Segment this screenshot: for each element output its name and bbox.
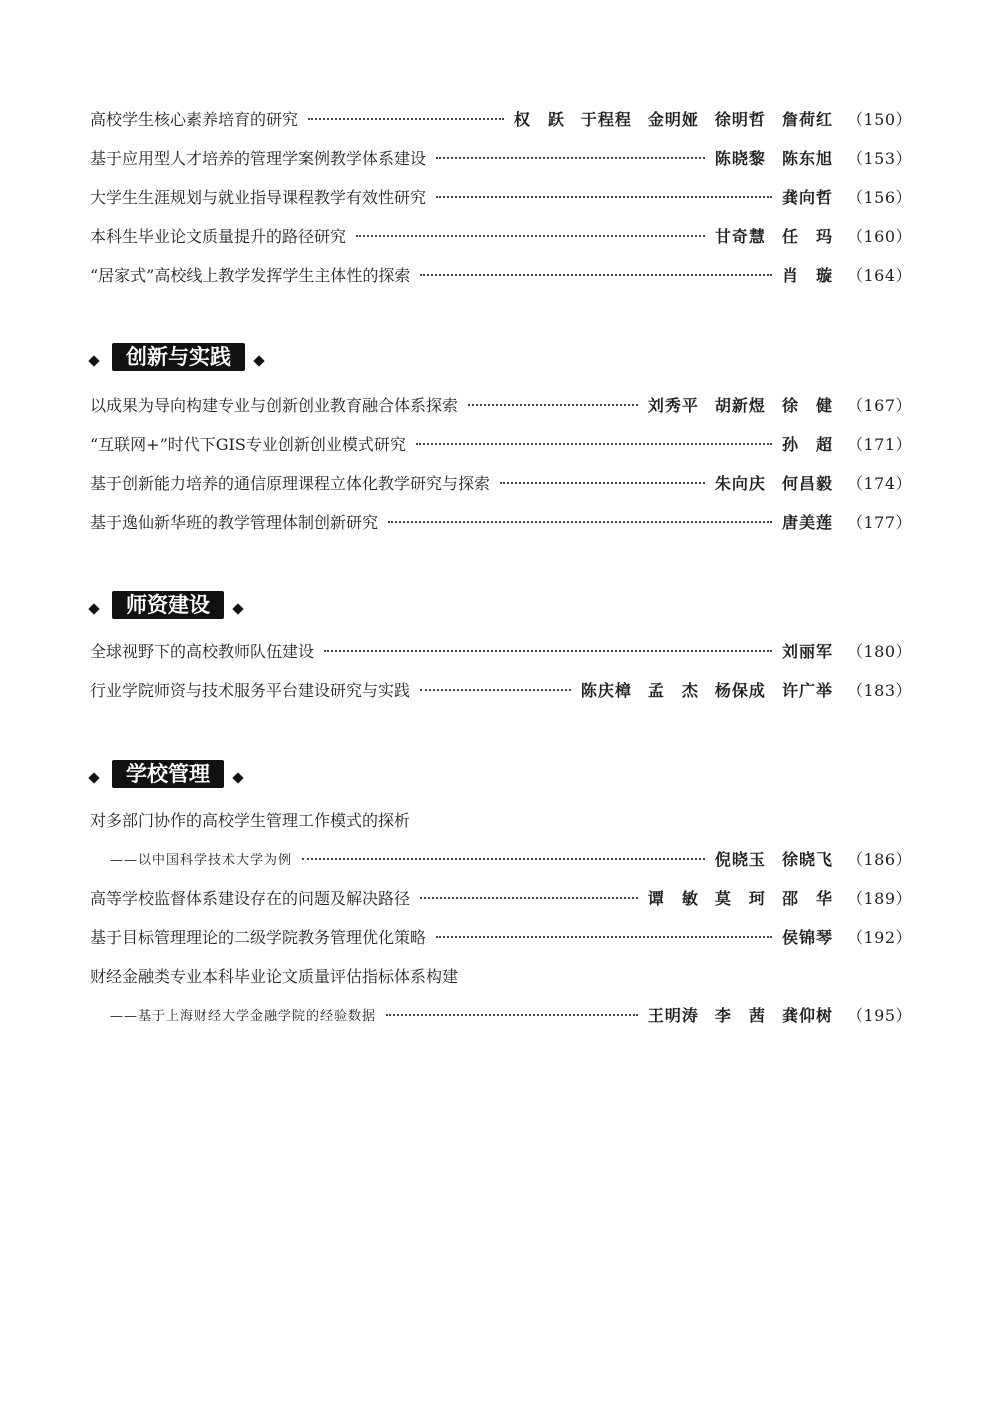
entry-authors	[782, 925, 833, 948]
page-number: （189）	[846, 888, 912, 908]
author: 杨保成	[714, 680, 766, 700]
entry-title: 高等学校监督体系建设存在的问题及解决路径	[90, 888, 411, 908]
author: 徐晓飞	[781, 849, 833, 869]
entry-title: “居家式”高校线上教学发挥学生主体性的探索	[90, 265, 411, 285]
toc-entry[interactable]	[90, 884, 912, 910]
author: 徐明哲	[714, 109, 766, 129]
page-number: （156）	[846, 187, 912, 207]
entry-authors	[715, 847, 833, 870]
toc-entry-title-line[interactable]	[90, 962, 912, 988]
dot-leader	[388, 521, 772, 523]
author: 肖 璇	[781, 265, 833, 285]
author: 孟 杰	[647, 680, 699, 700]
toc-entry[interactable]	[90, 430, 912, 456]
author: 陈晓黎	[714, 148, 766, 168]
dot-leader	[420, 689, 571, 691]
section-header-innovation	[90, 346, 263, 376]
section-header-management	[90, 763, 242, 793]
entry-authors	[782, 639, 833, 662]
dot-leader	[436, 157, 705, 159]
entry-authors	[715, 471, 833, 494]
page-number: （195）	[846, 1005, 912, 1025]
entry-title: 基于目标管理理论的二级学院教务管理优化策略	[90, 927, 427, 947]
author: 龚向哲	[781, 187, 833, 207]
toc-entry[interactable]	[90, 183, 912, 209]
entry-title: “互联网+”时代下GIS专业创新创业模式研究	[90, 434, 406, 454]
toc-entry[interactable]	[90, 261, 912, 287]
entry-title: 基于逸仙新华班的教学管理体制创新研究	[90, 512, 379, 532]
page-number: （180）	[846, 641, 912, 661]
toc-entry[interactable]	[90, 144, 912, 170]
entry-authors	[782, 185, 833, 208]
toc-entry[interactable]	[90, 637, 912, 663]
dot-leader	[420, 897, 638, 899]
author: 詹荷红	[781, 109, 833, 129]
dot-leader	[436, 196, 772, 198]
entry-authors	[715, 224, 833, 247]
dot-leader	[420, 274, 772, 276]
page-number: （164）	[846, 265, 912, 285]
entry-title: 基于应用型人才培养的管理学案例教学体系建设	[90, 148, 427, 168]
entry-title: 全球视野下的高校教师队伍建设	[90, 641, 315, 661]
page-number: （174）	[846, 473, 912, 493]
author: 龚仰树	[781, 1005, 833, 1025]
entry-authors	[782, 263, 833, 286]
toc-entry[interactable]	[90, 105, 912, 131]
entry-title: 基于创新能力培养的通信原理课程立体化教学研究与探索	[90, 473, 491, 493]
author: 谭 敏	[647, 888, 699, 908]
diamond-bullet-icon	[88, 355, 99, 366]
diamond-bullet-icon	[232, 772, 243, 783]
author: 胡新煜	[714, 395, 766, 415]
page-number: （186）	[846, 849, 912, 869]
entry-authors	[514, 107, 833, 130]
diamond-bullet-icon	[253, 355, 264, 366]
page-number: （167）	[846, 395, 912, 415]
entry-title: 大学生生涯规划与就业指导课程教学有效性研究	[90, 187, 427, 207]
author: 孙 超	[781, 434, 833, 454]
dot-leader	[356, 235, 705, 237]
entry-authors	[581, 678, 833, 701]
author: 莫 珂	[714, 888, 766, 908]
toc-entry[interactable]	[90, 469, 912, 495]
entry-authors	[648, 1003, 833, 1026]
author: 邵 华	[781, 888, 833, 908]
author: 倪晓玉	[714, 849, 766, 869]
author: 朱向庆	[714, 473, 766, 493]
entry-title: 对多部门协作的高校学生管理工作模式的探析	[90, 810, 411, 830]
toc-entry[interactable]	[90, 845, 912, 871]
dot-leader	[386, 1014, 638, 1016]
page-number: （183）	[846, 680, 912, 700]
author: 陈东旭	[781, 148, 833, 168]
section-title: 学校管理	[112, 760, 224, 788]
toc-entry[interactable]	[90, 676, 912, 702]
entry-title: 以成果为导向构建专业与创新创业教育融合体系探索	[90, 395, 459, 415]
entry-title: 高校学生核心素养培育的研究	[90, 109, 299, 129]
page-number: （171）	[846, 434, 912, 454]
entry-authors	[648, 886, 833, 909]
author: 李 茜	[714, 1005, 766, 1025]
dot-leader	[302, 858, 705, 860]
section-title: 创新与实践	[112, 343, 245, 371]
dot-leader	[308, 118, 504, 120]
entry-subtitle: ——以中国科学技术大学为例	[110, 852, 293, 868]
entry-subtitle: ——基于上海财经大学金融学院的经验数据	[110, 1008, 377, 1024]
diamond-bullet-icon	[232, 603, 243, 614]
dot-leader	[416, 443, 772, 445]
page-number: （192）	[846, 927, 912, 947]
toc-entry[interactable]	[90, 222, 912, 248]
author: 刘丽军	[781, 641, 833, 661]
entry-authors	[782, 432, 833, 455]
page-number: （177）	[846, 512, 912, 532]
author: 许广举	[781, 680, 833, 700]
author: 于程程	[580, 109, 632, 129]
entry-title: 行业学院师资与技术服务平台建设研究与实践	[90, 680, 411, 700]
page-number: （150）	[846, 109, 912, 129]
diamond-bullet-icon	[88, 603, 99, 614]
author: 王明涛	[647, 1005, 699, 1025]
entry-title: 本科生毕业论文质量提升的路径研究	[90, 226, 347, 246]
author: 徐 健	[781, 395, 833, 415]
page-number: （153）	[846, 148, 912, 168]
dot-leader	[324, 650, 772, 652]
author: 任 玛	[781, 226, 833, 246]
author: 侯锦琴	[781, 927, 833, 947]
section-header-faculty	[90, 594, 242, 624]
author: 权 跃	[513, 109, 565, 129]
entry-title: 财经金融类专业本科毕业论文质量评估指标体系构建	[90, 966, 459, 986]
author: 陈庆樟	[580, 680, 632, 700]
author: 金明娅	[647, 109, 699, 129]
dot-leader	[500, 482, 705, 484]
toc-entry[interactable]	[90, 508, 912, 534]
diamond-bullet-icon	[88, 772, 99, 783]
page-number: （160）	[846, 226, 912, 246]
author: 甘奇慧	[714, 226, 766, 246]
toc-entry[interactable]	[90, 923, 912, 949]
dot-leader	[468, 404, 638, 406]
entry-authors	[715, 146, 833, 169]
toc-entry-title-line[interactable]	[90, 806, 912, 832]
entry-authors	[782, 510, 833, 533]
dot-leader	[436, 936, 772, 938]
section-title: 师资建设	[112, 591, 224, 619]
author: 唐美莲	[781, 512, 833, 532]
author: 刘秀平	[647, 395, 699, 415]
entry-authors	[648, 393, 833, 416]
toc-entry[interactable]	[90, 1001, 912, 1027]
toc-entry[interactable]	[90, 391, 912, 417]
author: 何昌毅	[781, 473, 833, 493]
